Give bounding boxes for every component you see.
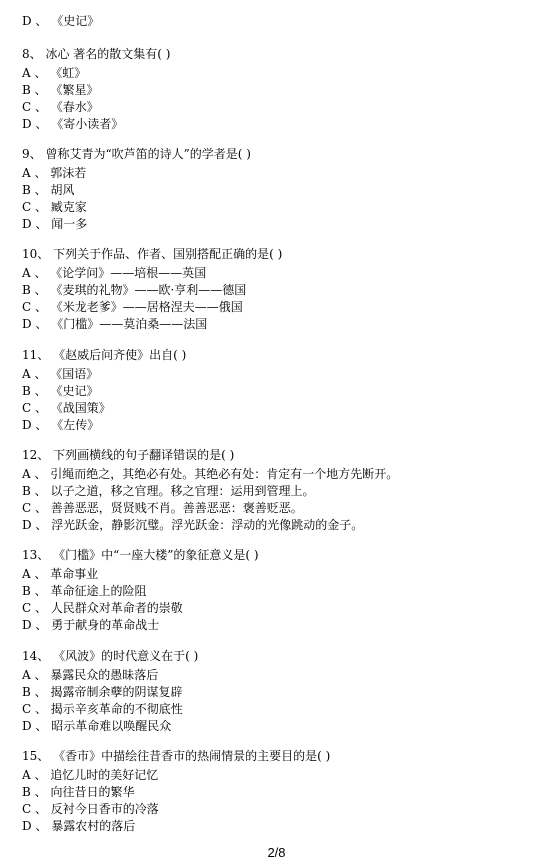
option-11d: D 、 《左传》 [22,418,100,432]
option-12d: D 、 浮光跃金，静影沉璧。浮光跃金：浮动的光像跳动的金子。 [22,518,364,532]
question-8: 8、 冰心 著名的散文集有( ) [22,47,171,61]
option-8c: C 、 《春水》 [22,100,99,114]
option-14c: C 、 揭示辛亥革命的不彻底性 [22,702,183,716]
option-8a: A 、 《虹》 [22,66,87,80]
option-15b: B 、 向往昔日的繁华 [22,785,135,799]
question-14: 14、 《风波》的时代意义在于( ) [22,649,199,663]
option-11c: C 、 《战国策》 [22,401,111,415]
option-12a: A 、 引绳而绝之，其绝必有处。其绝必有处：肯定有一个地方先断开。 [22,467,399,481]
option-15c: C 、 反衬今日香市的冷落 [22,802,159,816]
page-number: 2/8 [267,845,286,860]
question-15: 15、 《香市》中描绘往昔香市的热闹情景的主要目的是( ) [22,749,331,763]
question-13: 13、 《门槛》中“一座大楼”的象征意义是( ) [22,548,259,562]
option-13b: B 、 革命征途上的险阻 [22,584,147,598]
option-14d: D 、 昭示革命难以唤醒民众 [22,719,172,733]
option-12b: B 、 以子之道，移之官理。移之官理：运用到管理上。 [22,484,315,498]
option-7d: D 、 《史记》 [22,14,100,28]
question-10: 10、 下列关于作品、作者、国别搭配正确的是( ) [22,247,283,261]
option-11a: A 、 《国语》 [22,367,99,381]
option-9d: D 、 闻一多 [22,217,88,231]
option-9c: C 、 臧克家 [22,200,87,214]
question-9: 9、 曾称艾青为“吹芦笛的诗人”的学者是( ) [22,147,251,161]
option-8b: B 、 《繁星》 [22,83,99,97]
question-11: 11、 《赵威后问齐使》出自( ) [22,348,187,362]
option-8d: D 、 《寄小读者》 [22,117,124,131]
question-12: 12、 下列画横线的句子翻译错误的是( ) [22,448,235,462]
option-10a: A 、 《论学问》——培根——英国 [22,266,207,280]
option-15d: D 、 暴露农村的落后 [22,819,136,833]
option-9a: A 、 郭沫若 [22,166,87,180]
option-14a: A 、 暴露民众的愚昧落后 [22,668,159,682]
option-15a: A 、 追忆儿时的美好记忆 [22,768,159,782]
option-14b: B 、 揭露帝制余孽的阴谋复辟 [22,685,183,699]
option-9b: B 、 胡风 [22,183,75,197]
option-10d: D 、 《门槛》——莫泊桑——法国 [22,317,208,331]
option-11b: B 、 《史记》 [22,384,99,398]
option-10c: C 、 《米龙老爹》——居格涅夫——俄国 [22,300,243,314]
option-10b: B 、 《麦琪的礼物》——欧·亨利——德国 [22,283,247,297]
option-13a: A 、 革命事业 [22,567,99,581]
option-13d: D 、 勇于献身的革命战士 [22,618,160,632]
option-12c: C 、 善善恶恶，贤贤贱不肖。善善恶恶：褒善贬恶。 [22,501,303,515]
option-13c: C 、 人民群众对革命者的崇敬 [22,601,183,615]
